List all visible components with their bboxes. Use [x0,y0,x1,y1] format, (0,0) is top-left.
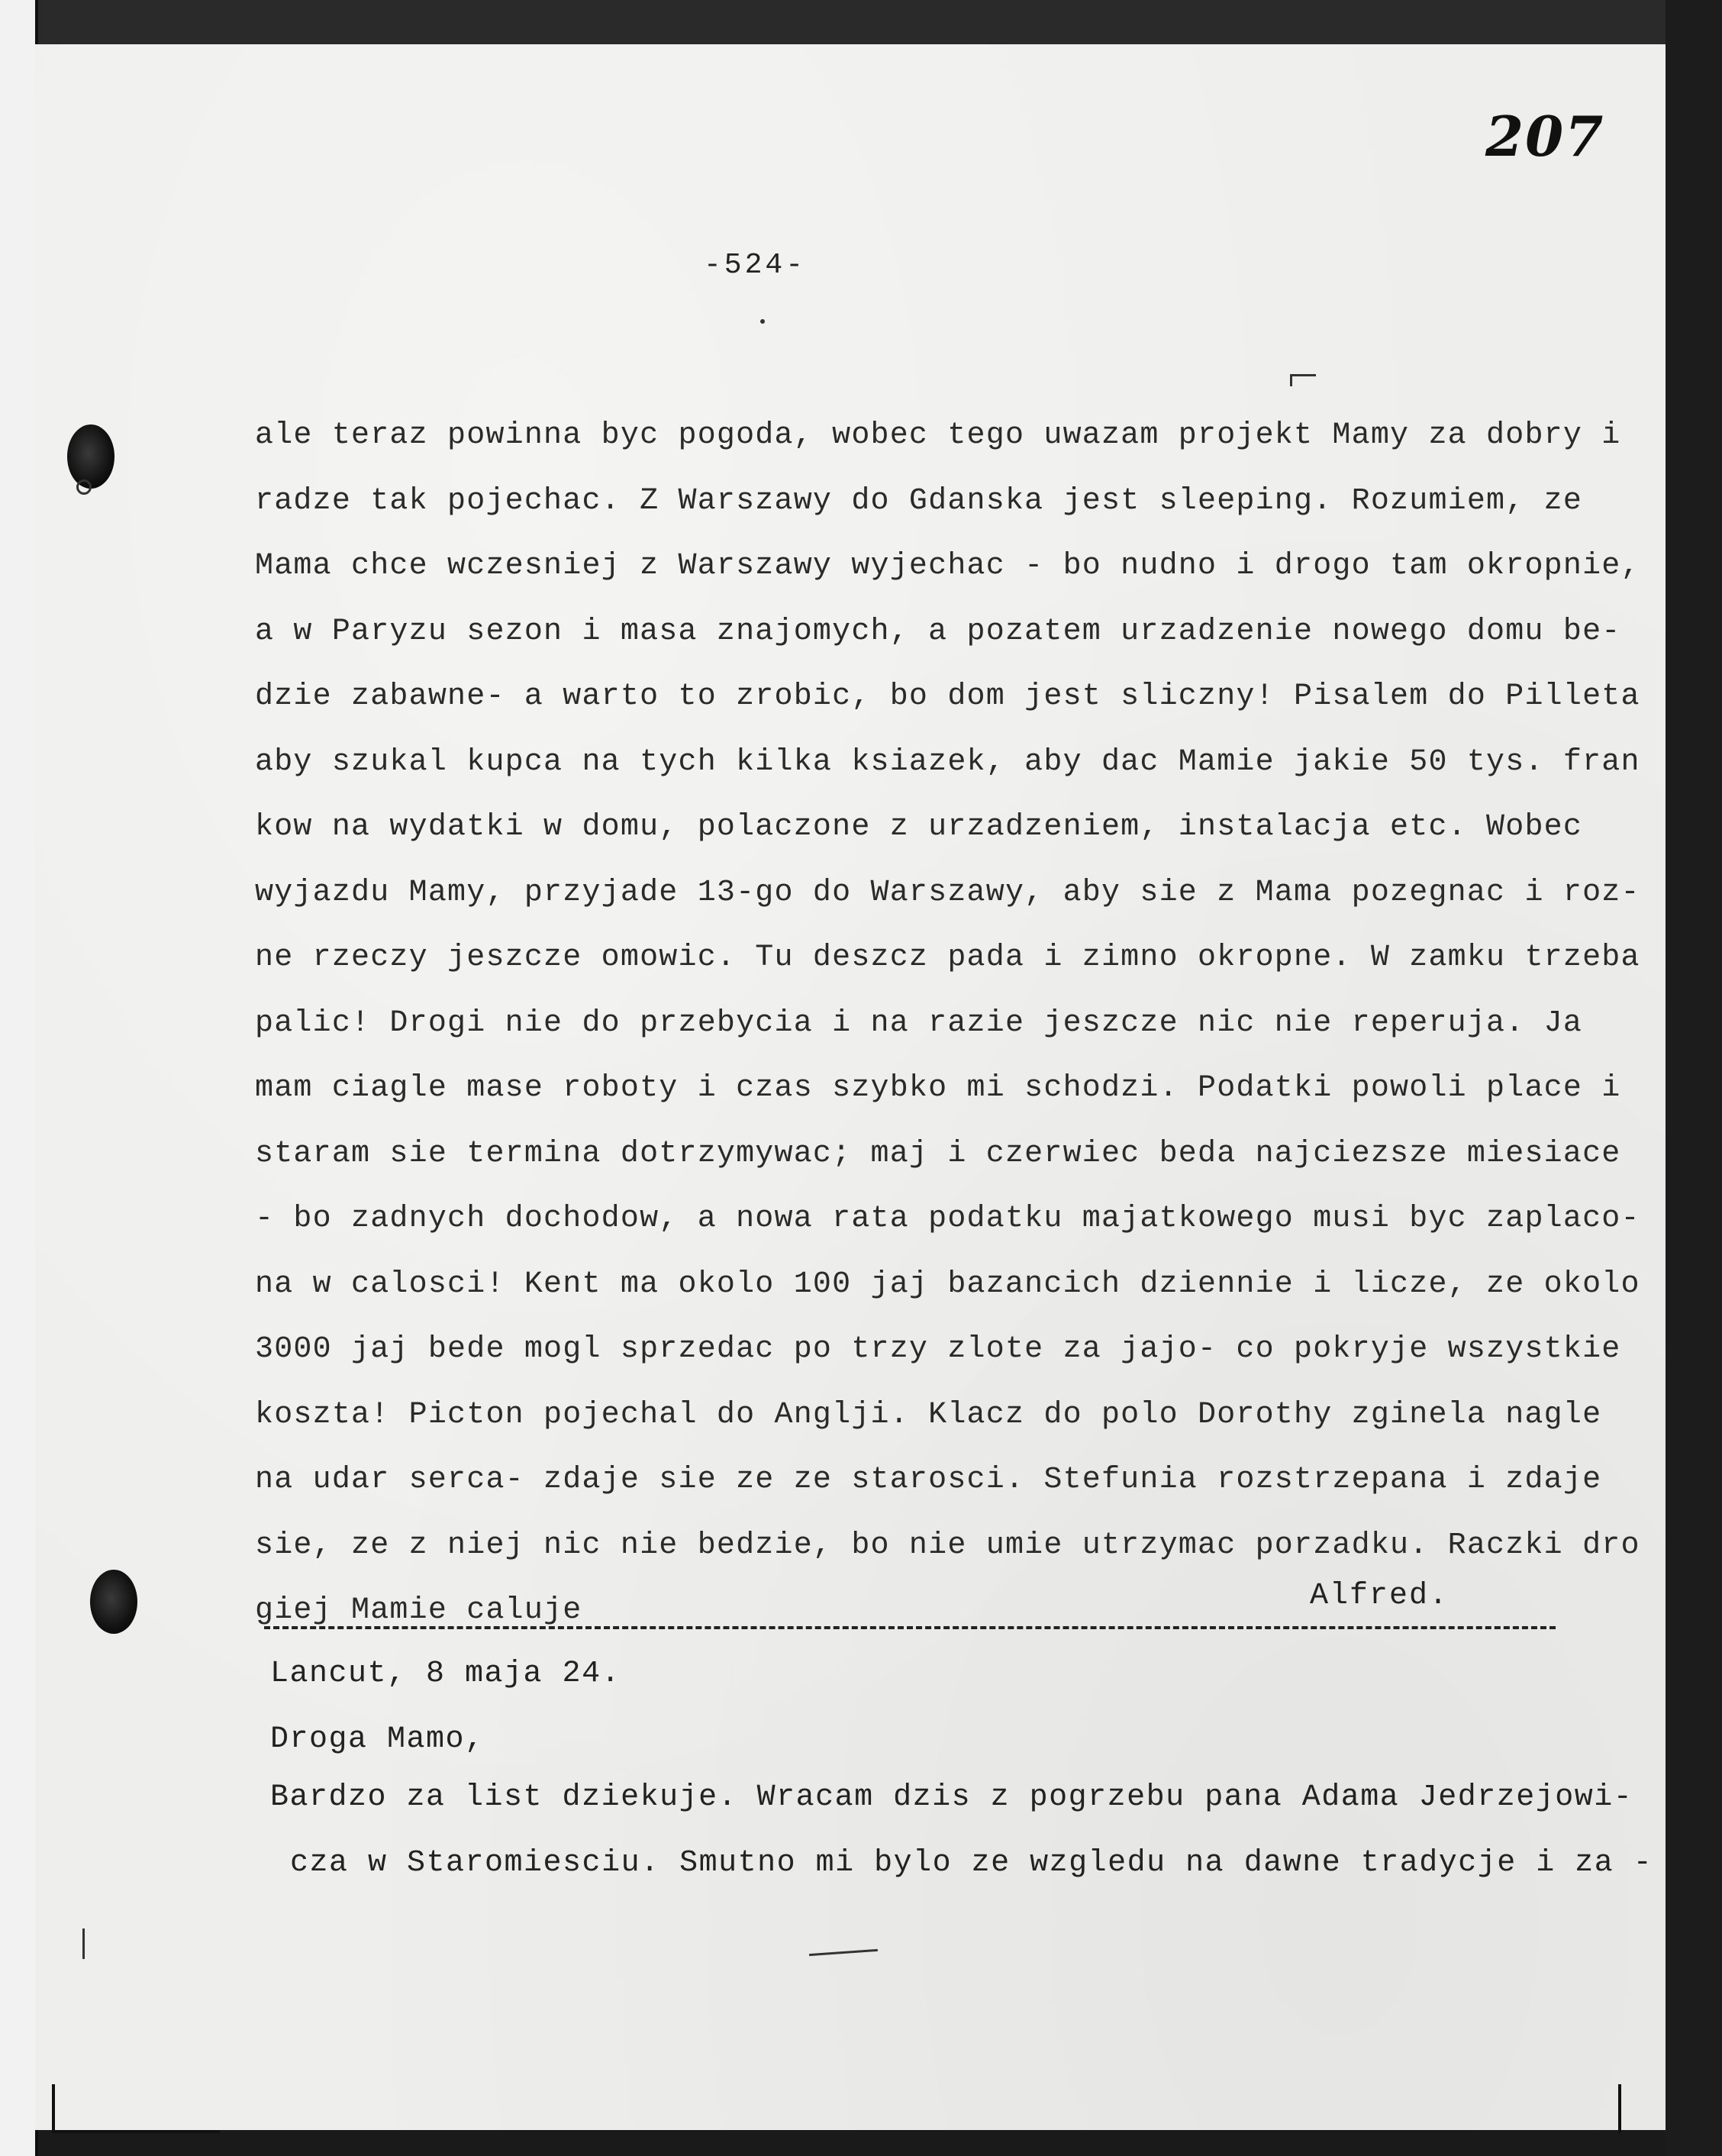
text-line: cza w Staromiesciu. Smutno mi bylo ze wzgledu na dawne tradycje i za - [290,1846,1653,1880]
text-line: Mama chce wczesniej z Warszawy wyjechac - bo nudno i drogo tam okropnie, [255,549,1640,583]
text-line: kow na wydatki w domu, polaczone z urzadzeniem, instalacja etc. Wobec [255,810,1583,844]
text-line: radze tak pojechac. Z Warszawy do Gdanska jest sleeping. Rozumiem, ze [255,483,1583,518]
stray-mark [1290,374,1316,376]
text-line: Bardzo za list dziekuje. Wracam dzis z pogrzebu pana Adama Jedrzejowi- [270,1780,1633,1815]
signature: Alfred. [1310,1579,1450,1613]
film-frame-right [1666,0,1722,2156]
film-frame-left [0,0,38,2156]
film-corner-mark [1618,2084,1621,2133]
text-line: wyjazdu Mamy, przyjade 13-go do Warszawy, aby sie z Mama pozegnac i roz- [255,875,1640,910]
letter-place-date: Lancut, 8 maja 24. [270,1657,621,1691]
text-line: dzie zabawne- a warto to zrobic, bo dom jest sliczny! Pisalem do Pilleta [255,679,1640,714]
film-corner-mark [52,2130,220,2133]
page-number: -524- [704,249,807,282]
text-line: a w Paryzu sezon i masa znajomych, a pozatem urzadzenie nowego domu be- [255,614,1621,649]
text-line: giej Mamie caluje [255,1593,582,1628]
hole-ring-mark [76,479,92,495]
stray-mark [82,1928,85,1959]
letter-body [255,403,1644,1644]
text-line: mam ciagle mase roboty i czas szybko mi schodzi. Podatki powoli place i [255,1071,1621,1105]
text-line: koszta! Picton pojechal do Anglji. Klacz do polo Dorothy zginela nagle [255,1397,1602,1432]
punch-hole-top [67,424,114,489]
text-line: ale teraz powinna byc pogoda, wobec tego uwazam projekt Mamy za dobry i [255,418,1621,453]
letter-divider [264,1626,1556,1629]
text-line: na udar serca- zdaje sie ze ze starosci. Stefunia rozstrzepana i zdaje [255,1463,1602,1497]
archive-folio-number: 207 [1485,104,1605,169]
text-line: ne rzeczy jeszcze omowic. Tu deszcz pada i zimno okropne. W zamku trzeba [255,941,1640,975]
film-frame-top [0,0,1722,44]
text-line: staram sie termina dotrzymywac; maj i czerwiec beda najciezsze miesiace [255,1136,1621,1171]
stray-mark [760,319,765,324]
film-corner-mark [52,2084,55,2133]
text-line: - bo zadnych dochodow, a nowa rata podatku majatkowego musi byc zaplaco- [255,1202,1640,1236]
text-line: sie, ze z niej nic nie bedzie, bo nie umie utrzymac porzadku. Raczki dro [255,1528,1640,1563]
text-line: aby szukal kupca na tych kilka ksiazek, aby dac Mamie jakie 50 tys. fran [255,744,1640,779]
text-line: na w calosci! Kent ma okolo 100 jaj bazancich dziennie i licze, ze okolo [255,1267,1640,1302]
stray-mark [1290,374,1292,386]
letter-salutation: Droga Mamo, [270,1722,485,1757]
text-line: palic! Drogi nie do przebycia i na razie jeszcze nic nie reperuja. Ja [255,1005,1583,1041]
punch-hole-bottom [90,1570,137,1634]
text-line: 3000 jaj bede mogl sprzedac po trzy zlote za jajo- co pokryje wszystkie [255,1332,1621,1367]
